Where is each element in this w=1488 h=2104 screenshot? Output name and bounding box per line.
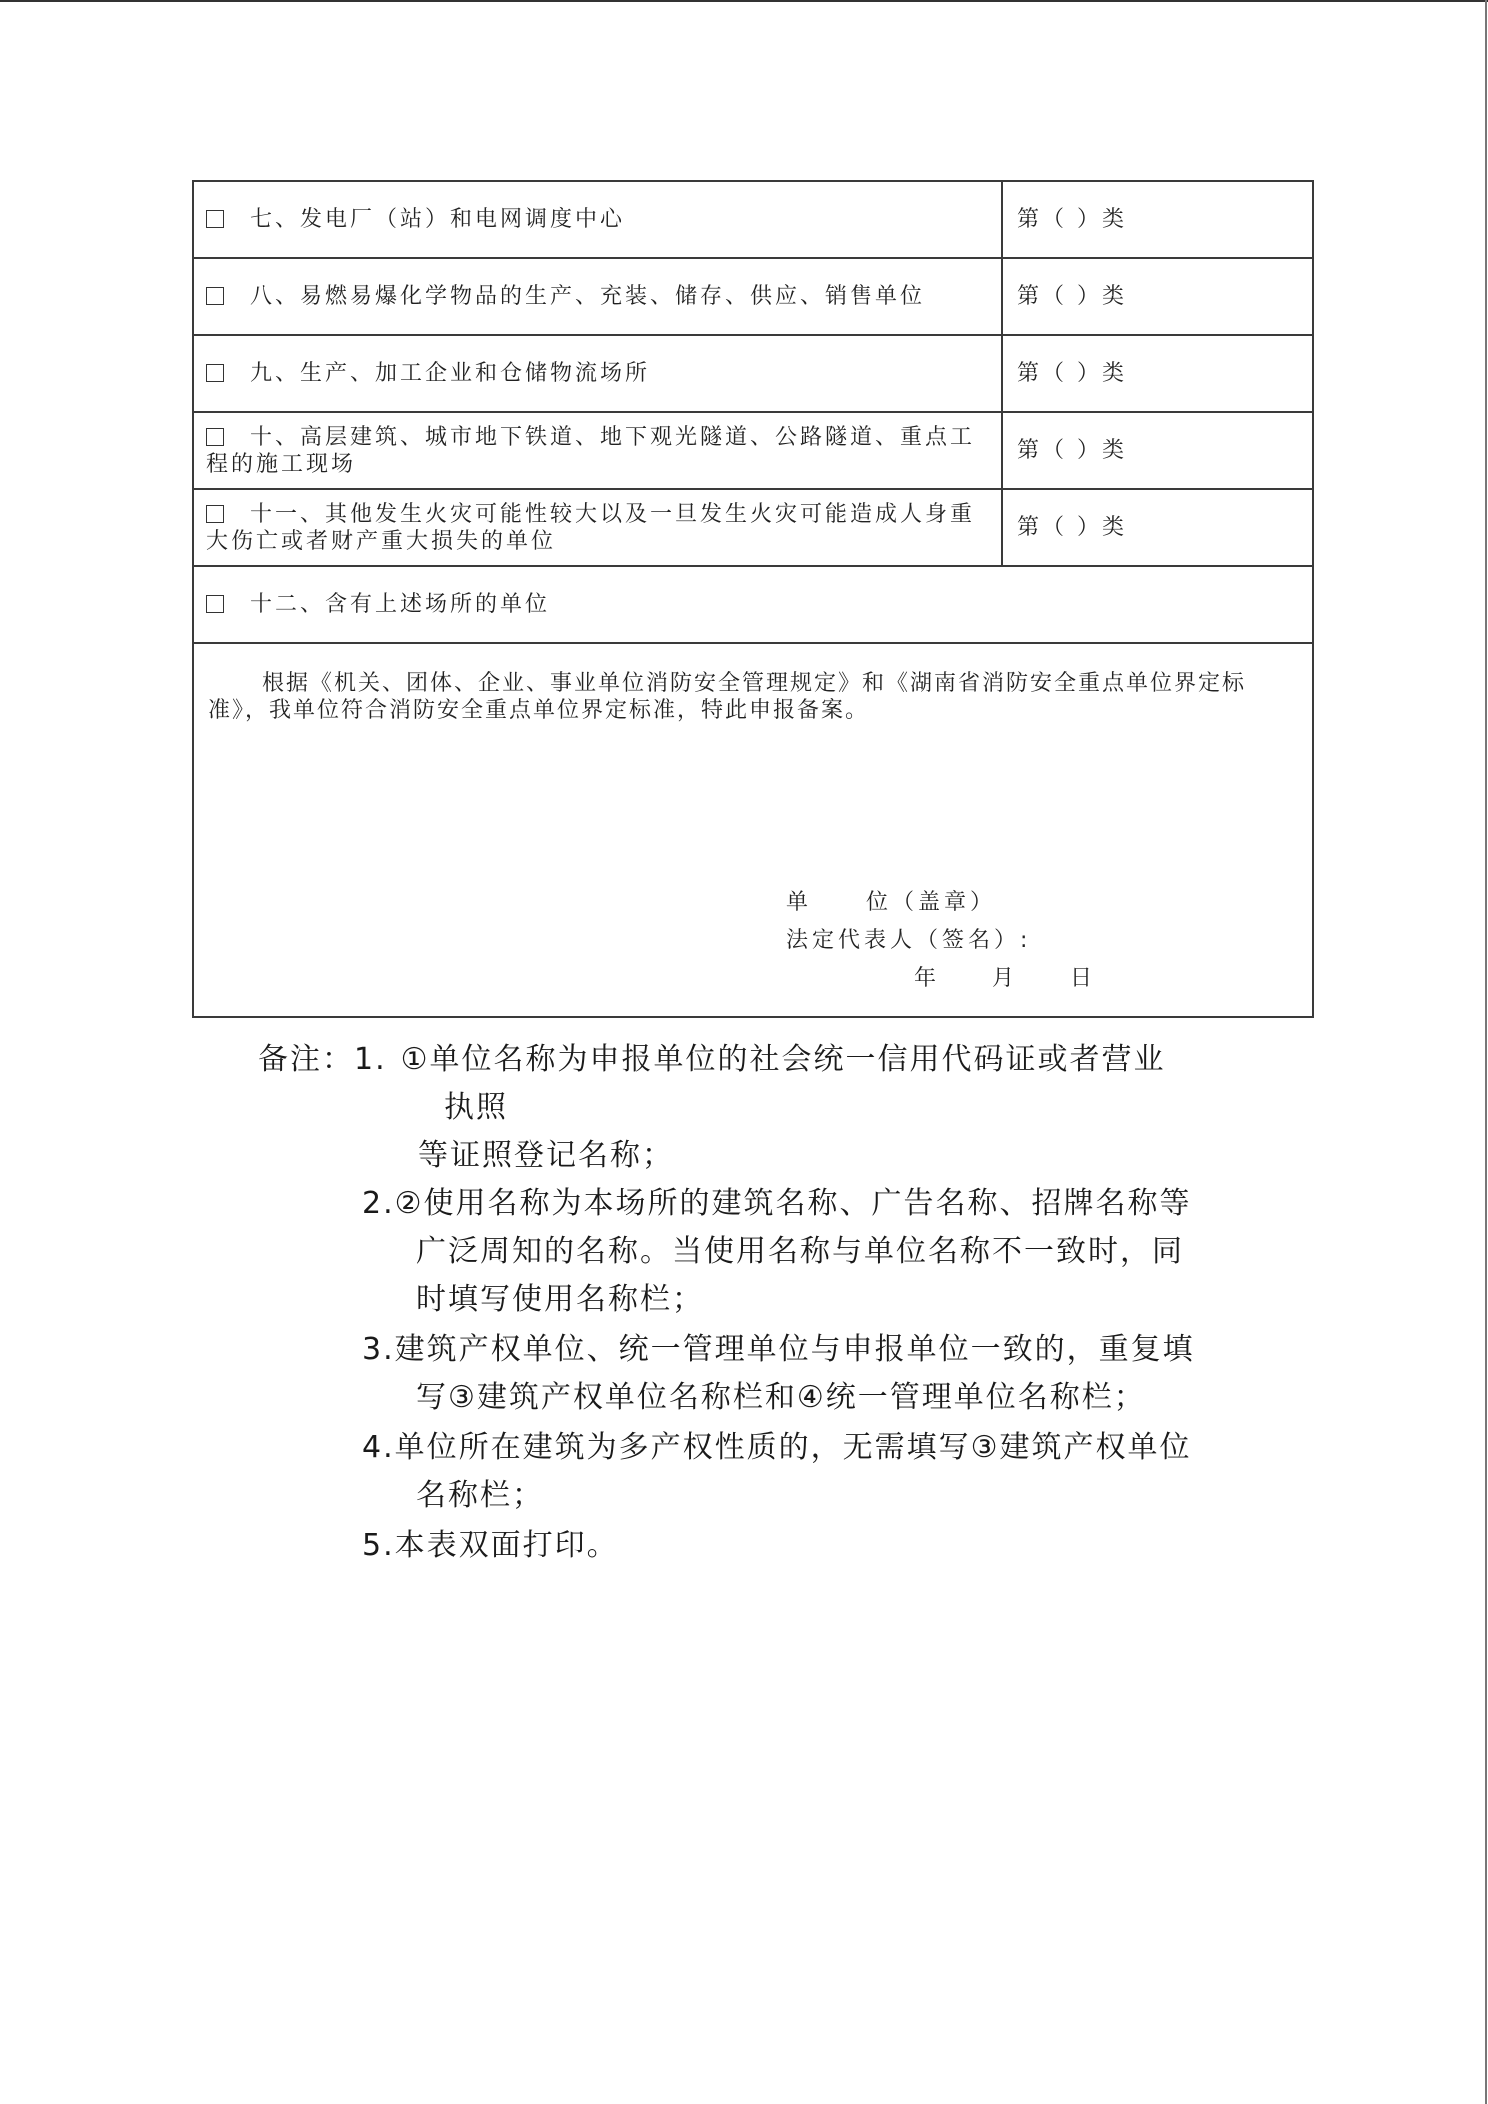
item-label: 八、易燃易爆化学物品的生产、充装、储存、供应、销售单位 <box>250 284 926 309</box>
note-continuation: 广泛周知的名称。当使用名称与单位名称不一致时，同 <box>416 1234 1184 1269</box>
checkbox-icon[interactable] <box>206 595 224 613</box>
class-cell[interactable]: 第（ ）类 <box>1002 489 1313 566</box>
note-number: 4. <box>362 1430 395 1465</box>
table-row <box>193 258 1313 335</box>
month-label: 月 <box>992 966 1019 991</box>
legal-rep-line[interactable]: 法定代表人（签名）: <box>786 928 1032 953</box>
page-top-border <box>0 0 1488 2</box>
checkbox-icon[interactable] <box>206 287 224 305</box>
class-cell[interactable]: 第（ ）类 <box>1002 181 1313 258</box>
unit-seal-line[interactable] <box>786 884 1096 922</box>
day-label: 日 <box>1070 966 1097 991</box>
declaration-cell <box>193 643 1313 1017</box>
note-text: 建筑产权单位、统一管理单位与申报单位一致的，重复填 <box>394 1332 1195 1367</box>
item-label: 七、发电厂（站）和电网调度中心 <box>250 207 626 232</box>
note-number: 2. <box>362 1186 395 1221</box>
note-continuation: 名称栏； <box>416 1478 544 1513</box>
note-item <box>362 1424 1192 1472</box>
note-text: 单位所在建筑为多产权性质的，无需填写③建筑产权单位 <box>394 1430 1192 1465</box>
table-row <box>193 489 1313 566</box>
note-text: ②使用名称为本场所的建筑名称、广告名称、招牌名称等 <box>394 1186 1192 1221</box>
item-cell <box>193 181 1002 258</box>
category-table <box>192 180 1314 1018</box>
item-label: 十、高层建筑、城市地下铁道、地下观光隧道、公路隧道、重点工程的施工现场 <box>206 424 976 477</box>
item-cell <box>193 258 1002 335</box>
item-cell <box>193 489 1002 566</box>
class-cell[interactable]: 第（ ）类 <box>1002 258 1313 335</box>
year-label: 年 <box>914 966 941 991</box>
table-row <box>193 181 1313 258</box>
note-number: 3. <box>362 1332 395 1367</box>
notes-heading-line <box>258 1036 1166 1084</box>
item-cell <box>193 412 1002 489</box>
checkbox-icon[interactable] <box>206 364 224 382</box>
checkbox-icon[interactable] <box>206 210 224 228</box>
signature-block <box>786 884 1096 998</box>
note-text: ①单位名称为申报单位的社会统一信用代码证或者营业 <box>400 1042 1166 1077</box>
item-label: 十二、含有上述场所的单位 <box>250 592 551 617</box>
item-label: 十一、其他发生火灾可能性较大以及一旦发生火灾可能造成人身重大伤亡或者财产重大损失的单位 <box>206 501 976 554</box>
checkbox-icon[interactable] <box>206 505 224 523</box>
date-line[interactable] <box>786 960 1096 998</box>
page-right-border <box>1485 0 1487 2104</box>
table-row-12 <box>193 566 1313 643</box>
unit-label-part2: 位（盖章） <box>866 890 997 915</box>
note-text: 本表双面打印。 <box>394 1528 619 1563</box>
unit-label-part1: 单 <box>786 890 813 915</box>
note-continuation: 时填写使用名称栏； <box>416 1282 704 1317</box>
checkbox-icon[interactable] <box>206 428 224 446</box>
note-continuation: 执照 <box>444 1090 508 1125</box>
notes-heading: 备注： <box>258 1042 354 1077</box>
table-row <box>193 335 1313 412</box>
note-number: 5. <box>362 1528 395 1563</box>
declaration-text: 根据《机关、团体、企业、事业单位消防安全管理规定》和《湖南省消防安全重点单位界定标准》，我单位符合消防安全重点单位界定标准，特此申报备案。 <box>208 671 1247 723</box>
class-cell[interactable]: 第（ ）类 <box>1002 412 1313 489</box>
note-item <box>362 1180 1192 1228</box>
class-cell[interactable]: 第（ ）类 <box>1002 335 1313 412</box>
item-label: 九、生产、加工企业和仓储物流场所 <box>250 361 651 386</box>
note-number: 1. <box>354 1042 387 1077</box>
note-continuation: 写③建筑产权单位名称栏和④统一管理单位名称栏； <box>416 1380 1146 1415</box>
note-item <box>362 1522 619 1570</box>
note-continuation: 等证照登记名称； <box>418 1138 674 1173</box>
note-item <box>362 1326 1195 1374</box>
declaration-row <box>193 643 1313 1017</box>
item-cell <box>193 335 1002 412</box>
table-row <box>193 412 1313 489</box>
item-cell-12 <box>193 566 1313 643</box>
